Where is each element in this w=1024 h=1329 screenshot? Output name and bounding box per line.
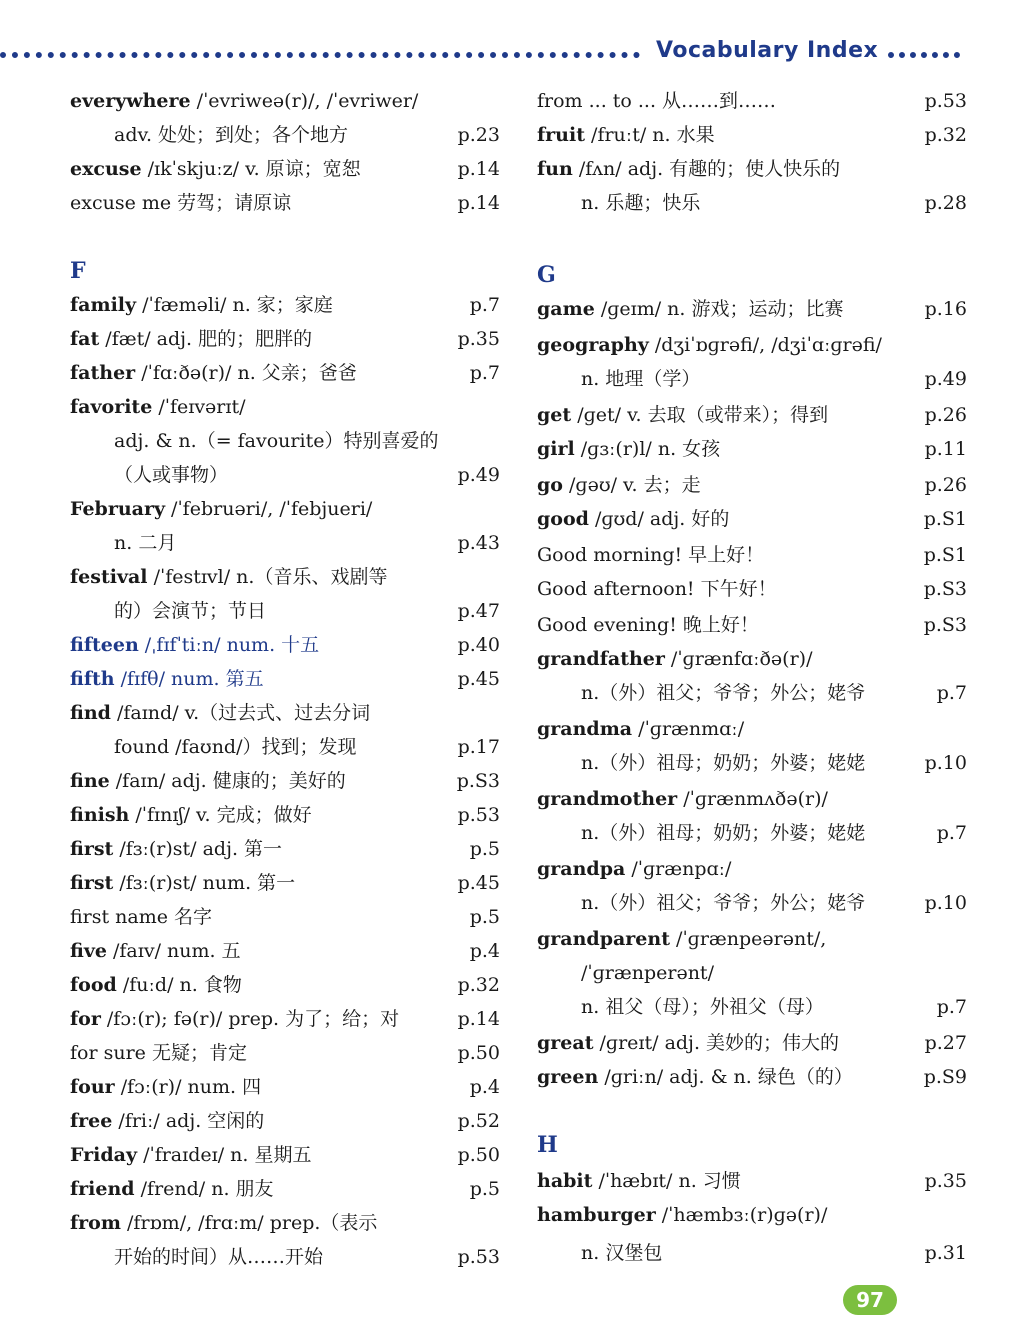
entry-text bbox=[537, 84, 776, 118]
entry-text bbox=[537, 572, 777, 606]
definition: /ɡɜː(r)l/ n. 女孩 bbox=[574, 438, 721, 460]
entry-text bbox=[70, 560, 387, 594]
page-reference: p.5 bbox=[469, 838, 500, 860]
index-entry bbox=[537, 502, 967, 536]
entry-text bbox=[581, 956, 714, 990]
page-reference: p.50 bbox=[457, 1042, 500, 1064]
definition: /ˈfestɪvl/ n.（音乐、戏剧等 bbox=[147, 566, 388, 588]
index-entry bbox=[70, 1138, 500, 1172]
entry-text bbox=[537, 468, 701, 502]
page-reference: p.14 bbox=[457, 1008, 500, 1030]
definition: n.（外）祖母；奶奶；外婆；姥姥 bbox=[581, 822, 866, 844]
index-entry bbox=[70, 186, 500, 220]
page-reference: p.49 bbox=[924, 368, 967, 390]
headword: first bbox=[70, 872, 114, 894]
definition: n.（外）祖父；爷爷；外公；姥爷 bbox=[581, 682, 866, 704]
page-reference: p.53 bbox=[924, 90, 967, 112]
index-entry bbox=[70, 152, 500, 186]
index-entry bbox=[70, 662, 500, 696]
page-reference: p.28 bbox=[924, 192, 967, 214]
entry-text bbox=[581, 886, 865, 920]
definition: excuse me 劳驾；请原谅 bbox=[70, 192, 292, 214]
dotted-rule-right bbox=[888, 52, 960, 58]
page-reference: p.S3 bbox=[923, 614, 967, 636]
definition: /fruːt/ n. 水果 bbox=[585, 124, 715, 146]
definition: /ɡreɪt/ adj. 美妙的；伟大的 bbox=[593, 1032, 840, 1054]
definition: /ɡeɪm/ n. 游戏；运动；比赛 bbox=[594, 298, 844, 320]
definition: 的）会演节；节日 bbox=[114, 600, 267, 622]
definition: /ˈɡrænpeərənt/, bbox=[670, 928, 827, 950]
entry-text bbox=[537, 328, 882, 362]
headword: game bbox=[537, 298, 595, 320]
definition: from ... to ... 从……到…… bbox=[537, 90, 777, 112]
definition: /ˈhæbɪt/ n. 习惯 bbox=[592, 1170, 741, 1192]
headword: fruit bbox=[537, 124, 585, 146]
definition: /ɡet/ v. 去取（或带来）；得到 bbox=[571, 404, 829, 426]
page-reference: p.23 bbox=[457, 124, 500, 146]
index-entry bbox=[537, 816, 967, 850]
entry-text bbox=[70, 390, 246, 424]
headword: friend bbox=[70, 1178, 135, 1200]
index-entry bbox=[537, 572, 967, 606]
headword: fifteen bbox=[70, 634, 139, 656]
page-reference: p.S3 bbox=[456, 770, 500, 792]
definition: /ɡriːn/ adj. & n. 绿色（的） bbox=[598, 1066, 853, 1088]
entry-text bbox=[537, 502, 729, 536]
dotted-rule-left bbox=[0, 52, 640, 58]
definition: /ˈevriweə(r)/, /ˈevriwer/ bbox=[190, 90, 419, 112]
headword: excuse bbox=[70, 158, 142, 180]
page-reference: p.31 bbox=[924, 1242, 967, 1264]
entry-text bbox=[537, 538, 764, 572]
index-entry bbox=[70, 424, 500, 458]
definition: /fɜː(r)st/ num. 第一 bbox=[113, 872, 296, 894]
index-entry bbox=[70, 900, 500, 934]
index-entry bbox=[70, 730, 500, 764]
entry-text bbox=[537, 782, 828, 816]
headword: fun bbox=[537, 158, 573, 180]
index-entry bbox=[70, 1206, 500, 1240]
entry-text bbox=[114, 526, 176, 560]
headword: get bbox=[537, 404, 572, 426]
index-entry bbox=[70, 390, 500, 424]
entry-text bbox=[537, 922, 826, 956]
entry-text bbox=[581, 816, 865, 850]
entry-text bbox=[70, 764, 346, 798]
page-reference: p.4 bbox=[469, 940, 500, 962]
definition: /fɪfθ/ num. 第五 bbox=[114, 668, 264, 690]
index-entry bbox=[537, 886, 967, 920]
index-entry bbox=[70, 1172, 500, 1206]
index-entry bbox=[70, 526, 500, 560]
page-reference: p.7 bbox=[469, 294, 500, 316]
index-entry bbox=[70, 356, 500, 390]
entry-text bbox=[70, 322, 312, 356]
section-letter-h: H bbox=[537, 1132, 558, 1158]
definition: /frend/ n. 朋友 bbox=[134, 1178, 274, 1200]
definition: （人或事物） bbox=[114, 464, 229, 486]
page-number-badge: 97 bbox=[843, 1285, 897, 1315]
definition: /ˈhæmbɜː(r)ɡə(r)/ bbox=[655, 1204, 828, 1226]
page-reference: p.45 bbox=[457, 668, 500, 690]
page-reference: p.43 bbox=[457, 532, 500, 554]
entry-text bbox=[537, 608, 759, 642]
index-entry bbox=[537, 642, 967, 676]
page-reference: p.17 bbox=[457, 736, 500, 758]
page-reference: p.S9 bbox=[923, 1066, 967, 1088]
index-entry bbox=[537, 990, 967, 1024]
index-entry bbox=[70, 934, 500, 968]
index-entry bbox=[70, 118, 500, 152]
headword: fine bbox=[70, 770, 110, 792]
headword: finish bbox=[70, 804, 130, 826]
index-entry bbox=[70, 594, 500, 628]
entry-text bbox=[70, 934, 241, 968]
definition: /fɜː(r)st/ adj. 第一 bbox=[113, 838, 283, 860]
headword: five bbox=[70, 940, 107, 962]
definition: Good morning! 早上好！ bbox=[537, 544, 765, 566]
entry-text bbox=[114, 424, 438, 458]
headword: fifth bbox=[70, 668, 115, 690]
entry-text bbox=[581, 676, 865, 710]
page-reference: p.47 bbox=[457, 600, 500, 622]
index-entry bbox=[537, 292, 967, 326]
entry-text bbox=[70, 798, 312, 832]
page-reference: p.5 bbox=[469, 906, 500, 928]
entry-text bbox=[70, 1138, 311, 1172]
index-entry bbox=[537, 922, 967, 956]
definition: n. 地理（学） bbox=[581, 368, 701, 390]
definition: /ˈfæməli/ n. 家；家庭 bbox=[136, 294, 333, 316]
definition: /dʒiˈɒɡrəfi/, /dʒiˈɑːɡrəfi/ bbox=[648, 334, 882, 356]
entry-text bbox=[70, 968, 242, 1002]
entry-text bbox=[70, 1104, 264, 1138]
definition: Good afternoon! 下午好！ bbox=[537, 578, 777, 600]
page-reference: p.53 bbox=[457, 1246, 500, 1268]
entry-text bbox=[537, 1026, 839, 1060]
page-reference: p.10 bbox=[924, 752, 967, 774]
definition: /ˈfebruəri/, /ˈfebjueri/ bbox=[165, 498, 373, 520]
index-entry bbox=[70, 84, 500, 118]
entry-text bbox=[537, 432, 720, 466]
page-reference: p.53 bbox=[457, 804, 500, 826]
index-entry bbox=[537, 956, 967, 990]
entry-text bbox=[581, 746, 865, 780]
entry-text bbox=[70, 186, 291, 220]
entry-text bbox=[70, 1172, 274, 1206]
definition: /fʌn/ adj. 有趣的；使人快乐的 bbox=[572, 158, 841, 180]
definition: /faɪnd/ v.（过去式、过去分词 bbox=[110, 702, 371, 724]
definition: /frɒm/, /frɑːm/ prep.（表示 bbox=[120, 1212, 378, 1234]
index-entry bbox=[537, 152, 967, 186]
page-reference: p.S3 bbox=[923, 578, 967, 600]
index-entry bbox=[537, 852, 967, 886]
page-reference: p.50 bbox=[457, 1144, 500, 1166]
entry-text bbox=[114, 1240, 323, 1274]
page-reference: p.14 bbox=[457, 158, 500, 180]
index-entry bbox=[537, 84, 967, 118]
headword: father bbox=[70, 362, 136, 384]
headword: February bbox=[70, 498, 166, 520]
entry-text bbox=[70, 662, 264, 696]
page-reference: p.26 bbox=[924, 474, 967, 496]
headword: favorite bbox=[70, 396, 153, 418]
page-reference: p.35 bbox=[457, 328, 500, 350]
headword: festival bbox=[70, 566, 148, 588]
index-entry bbox=[70, 288, 500, 322]
index-entry bbox=[70, 628, 500, 662]
entry-text bbox=[114, 730, 357, 764]
entry-text bbox=[537, 118, 715, 152]
headword: habit bbox=[537, 1170, 593, 1192]
index-entry bbox=[537, 1060, 967, 1094]
headword: hamburger bbox=[537, 1204, 656, 1226]
definition: n.（外）祖父；爷爷；外公；姥爷 bbox=[581, 892, 866, 914]
entry-text bbox=[537, 642, 812, 676]
page-reference: p.7 bbox=[936, 996, 967, 1018]
definition: /fɔː(r)/ num. 四 bbox=[114, 1076, 262, 1098]
index-entry bbox=[537, 118, 967, 152]
index-entry bbox=[70, 866, 500, 900]
page-reference: p.26 bbox=[924, 404, 967, 426]
definition: first name 名字 bbox=[70, 906, 213, 928]
entry-text bbox=[581, 990, 824, 1024]
entry-text bbox=[537, 1060, 853, 1094]
page-reference: p.35 bbox=[924, 1170, 967, 1192]
page-reference: p.32 bbox=[924, 124, 967, 146]
definition: 开始的时间）从……开始 bbox=[114, 1246, 324, 1268]
page-reference: p.52 bbox=[457, 1110, 500, 1132]
section-letter-f: F bbox=[70, 258, 86, 284]
index-entry bbox=[537, 1198, 967, 1232]
headword: for bbox=[70, 1008, 101, 1030]
definition: /ˈɡrænmʌðə(r)/ bbox=[677, 788, 828, 810]
headword: grandparent bbox=[537, 928, 670, 950]
index-entry bbox=[70, 560, 500, 594]
entry-text bbox=[70, 628, 319, 662]
definition: n. 乐趣；快乐 bbox=[581, 192, 701, 214]
definition: /ɡəʊ/ v. 去；走 bbox=[562, 474, 701, 496]
page-reference: p.14 bbox=[457, 192, 500, 214]
page-reference: p.S1 bbox=[923, 508, 967, 530]
definition: n. 汉堡包 bbox=[581, 1242, 663, 1264]
entry-text bbox=[537, 712, 744, 746]
page-reference: p.4 bbox=[469, 1076, 500, 1098]
entry-text bbox=[70, 900, 212, 934]
definition: /ˈfɑːðə(r)/ n. 父亲；爸爸 bbox=[135, 362, 357, 384]
definition: n.（外）祖母；奶奶；外婆；姥姥 bbox=[581, 752, 866, 774]
entry-text bbox=[537, 1164, 741, 1198]
definition: /ˈɡrænpɑː/ bbox=[625, 858, 732, 880]
headword: good bbox=[537, 508, 589, 530]
definition: /ˈfraɪdeɪ/ n. 星期五 bbox=[137, 1144, 312, 1166]
headword: Friday bbox=[70, 1144, 138, 1166]
definition: /ˈɡrænfɑːðə(r)/ bbox=[664, 648, 813, 670]
page-reference: p.45 bbox=[457, 872, 500, 894]
page-reference: p.40 bbox=[457, 634, 500, 656]
index-entry bbox=[537, 538, 967, 572]
index-entry bbox=[537, 746, 967, 780]
entry-text bbox=[537, 852, 731, 886]
entry-text bbox=[537, 398, 828, 432]
entry-text bbox=[70, 1206, 377, 1240]
entry-text bbox=[70, 696, 370, 730]
index-entry bbox=[70, 458, 500, 492]
definition: adv. 处处；到处；各个地方 bbox=[114, 124, 349, 146]
headword: grandfather bbox=[537, 648, 665, 670]
index-entry bbox=[537, 1026, 967, 1060]
index-entry bbox=[537, 362, 967, 396]
entry-text bbox=[70, 1002, 399, 1036]
index-entry bbox=[537, 1164, 967, 1198]
definition: /faɪn/ adj. 健康的；美好的 bbox=[109, 770, 346, 792]
index-entry bbox=[70, 322, 500, 356]
headword: grandmother bbox=[537, 788, 678, 810]
index-entry bbox=[70, 968, 500, 1002]
definition: /ˈɡrænperənt/ bbox=[581, 962, 714, 984]
index-entry bbox=[70, 764, 500, 798]
section-letter-g: G bbox=[537, 262, 556, 288]
headword: four bbox=[70, 1076, 115, 1098]
entry-text bbox=[70, 356, 357, 390]
page-reference: p.16 bbox=[924, 298, 967, 320]
index-entry bbox=[70, 1240, 500, 1274]
entry-text bbox=[537, 292, 844, 326]
index-entry bbox=[537, 712, 967, 746]
definition: n. 祖父（母）；外祖父（母） bbox=[581, 996, 824, 1018]
headword: fat bbox=[70, 328, 100, 350]
index-entry bbox=[70, 492, 500, 526]
index-entry bbox=[70, 1070, 500, 1104]
index-entry bbox=[70, 832, 500, 866]
definition: adj. & n.（= favourite）特别喜爱的 bbox=[114, 430, 439, 452]
entry-text bbox=[537, 1198, 827, 1232]
headword: find bbox=[70, 702, 111, 724]
entry-text bbox=[581, 1236, 662, 1270]
entry-text bbox=[581, 186, 700, 220]
index-entry bbox=[537, 468, 967, 502]
headword: free bbox=[70, 1110, 113, 1132]
definition: Good evening! 晚上好！ bbox=[537, 614, 759, 636]
headword: geography bbox=[537, 334, 649, 356]
entry-text bbox=[537, 152, 840, 186]
entry-text bbox=[581, 362, 700, 396]
header-title: Vocabulary Index bbox=[656, 38, 879, 63]
definition: /ɡʊd/ adj. 好的 bbox=[588, 508, 730, 530]
definition: /ˈfɪnɪʃ/ v. 完成；做好 bbox=[129, 804, 312, 826]
headword: great bbox=[537, 1032, 594, 1054]
index-entry bbox=[70, 798, 500, 832]
index-entry bbox=[70, 1104, 500, 1138]
index-entry bbox=[537, 608, 967, 642]
entry-text bbox=[70, 492, 372, 526]
index-entry bbox=[537, 676, 967, 710]
headword: family bbox=[70, 294, 137, 316]
definition: /ɪkˈskjuːz/ v. 原谅；宽恕 bbox=[141, 158, 361, 180]
headword: grandpa bbox=[537, 858, 626, 880]
entry-text bbox=[70, 288, 333, 322]
page-reference: p.S1 bbox=[923, 544, 967, 566]
index-entry bbox=[70, 1036, 500, 1070]
page-reference: p.7 bbox=[936, 822, 967, 844]
page-reference: p.27 bbox=[924, 1032, 967, 1054]
page-reference: p.7 bbox=[469, 362, 500, 384]
headword: girl bbox=[537, 438, 575, 460]
index-entry bbox=[537, 398, 967, 432]
definition: /fɔː(r); fə(r)/ prep. 为了；给；对 bbox=[100, 1008, 400, 1030]
page-reference: p.10 bbox=[924, 892, 967, 914]
headword: food bbox=[70, 974, 117, 996]
definition: /fæt/ adj. 肥的；肥胖的 bbox=[99, 328, 313, 350]
headword: everywhere bbox=[70, 90, 191, 112]
entry-text bbox=[70, 866, 295, 900]
page-reference: p.5 bbox=[469, 1178, 500, 1200]
headword: grandma bbox=[537, 718, 633, 740]
entry-text bbox=[114, 118, 348, 152]
headword: from bbox=[70, 1212, 121, 1234]
entry-text bbox=[114, 458, 228, 492]
index-entry bbox=[70, 696, 500, 730]
page-reference: p.49 bbox=[457, 464, 500, 486]
headword: green bbox=[537, 1066, 599, 1088]
definition: /fuːd/ n. 食物 bbox=[116, 974, 242, 996]
definition: /friː/ adj. 空闲的 bbox=[112, 1110, 265, 1132]
entry-text bbox=[70, 832, 282, 866]
definition: /ˈɡrænmɑː/ bbox=[632, 718, 745, 740]
definition: found /faʊnd/）找到；发现 bbox=[114, 736, 357, 758]
index-entry bbox=[70, 1002, 500, 1036]
index-entry bbox=[537, 1236, 967, 1270]
index-entry bbox=[537, 782, 967, 816]
entry-text bbox=[70, 84, 418, 118]
definition: /ˌfɪfˈtiːn/ num. 十五 bbox=[138, 634, 320, 656]
definition: for sure 无疑；肯定 bbox=[70, 1042, 247, 1064]
definition: n. 二月 bbox=[114, 532, 177, 554]
entry-text bbox=[114, 594, 266, 628]
page-reference: p.11 bbox=[924, 438, 967, 460]
headword: first bbox=[70, 838, 114, 860]
index-entry bbox=[537, 186, 967, 220]
definition: /ˈfeɪvərɪt/ bbox=[152, 396, 246, 418]
page-header bbox=[0, 32, 1024, 76]
entry-text bbox=[70, 1036, 247, 1070]
headword: go bbox=[537, 474, 563, 496]
index-entry bbox=[537, 328, 967, 362]
entry-text bbox=[70, 1070, 261, 1104]
page-reference: p.32 bbox=[457, 974, 500, 996]
index-entry bbox=[537, 432, 967, 466]
page-reference: p.7 bbox=[936, 682, 967, 704]
definition: /faɪv/ num. 五 bbox=[106, 940, 241, 962]
entry-text bbox=[70, 152, 361, 186]
